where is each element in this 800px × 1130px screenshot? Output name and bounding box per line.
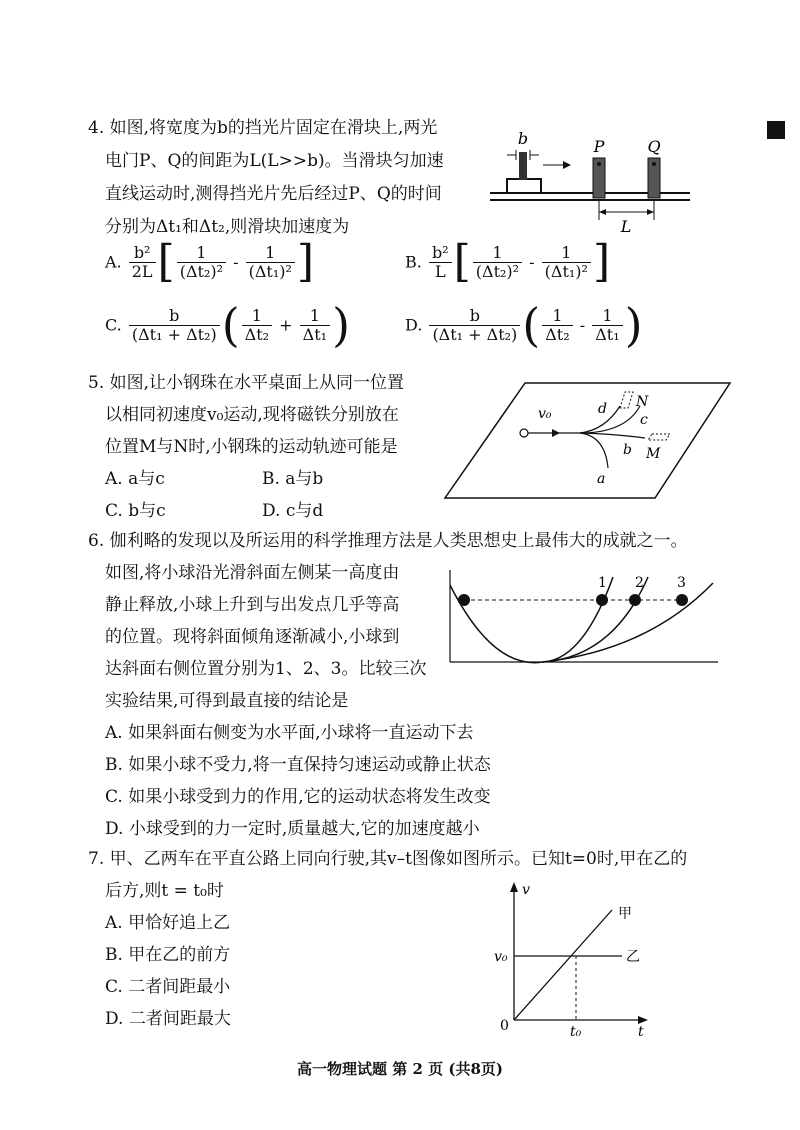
corner-marker (767, 121, 785, 139)
q6-option-D: D. 小球受到的力一定时,质量越大,它的加速度越小 (105, 819, 480, 839)
q6-label-3: 3 (677, 575, 686, 591)
q6-label-2: 2 (635, 575, 644, 591)
q6-line-2: 静止释放,小球上升到与出发点几乎等高 (105, 595, 400, 615)
q4-A-term2: $\frac{1}{\text{(Δt₁)²}}$ (246, 244, 295, 281)
q4-A-coef: $\frac{\text{b²}}{2L}$ (129, 244, 156, 281)
q5-line-1: 5. 如图,让小钢珠在水平桌面上从同一位置 (88, 373, 405, 393)
q5-option-B: B. a与b (262, 469, 324, 489)
q7-label-jia: 甲 (618, 906, 632, 922)
q4-line-3: 直线运动时,测得挡光片先后经过P、Q的时间 (105, 184, 442, 204)
q4-option-B: B. $\frac{\text{b²}}{L}$ [ $\frac{1}{\text{(Δt₂)²}}$ - $\frac{1}{\text{(Δt₁)²}}$ ] (405, 236, 611, 287)
q4-label-L: L (620, 217, 632, 236)
q4-option-D: D. $\frac{b}{\text{(Δt₁ + Δt₂)}}$ ( $\frac{1}{\text{Δt₂}}$ - $\frac{1}{\text{Δt₁}}$ ) (405, 298, 643, 352)
q5-label-a: a (597, 471, 606, 487)
q6-figure (448, 565, 723, 675)
q7-v0-label: v₀ (494, 949, 508, 965)
q4-B-term2: $\frac{1}{\text{(Δt₁)²}}$ (542, 244, 591, 281)
q7-v-axis-label: v (522, 882, 530, 898)
q7-option-C: C. 二者间距最小 (105, 977, 231, 997)
q7-line-2: 后方,则t = t₀时 (105, 881, 224, 901)
q4-option-C: C. $\frac{b}{\text{(Δt₁ + Δt₂)}}$ ( $\frac{1}{\text{Δt₂}}$ + $\frac{1}{\text{Δt₁}}$ ) (105, 298, 351, 352)
q7-label-yi: 乙 (626, 949, 640, 965)
q4-label-P: P (593, 137, 605, 156)
q4-label-Q: Q (647, 137, 661, 156)
q6-option-A: A. 如果斜面右侧变为水平面,小球将一直运动下去 (105, 723, 474, 743)
q6-line-4: 达斜面右侧位置分别为1、2、3。比较三次 (105, 659, 427, 679)
q4-label-b: b (517, 129, 529, 148)
q4-line-2: 电门P、Q的间距为L(L>>b)。当滑块匀加速 (105, 151, 444, 171)
q6-option-B: B. 如果小球不受力,将一直保持匀速运动或静止状态 (105, 755, 491, 775)
q4-C-term1: $\frac{1}{\text{Δt₂}}$ (242, 307, 272, 344)
q4-C-coef: $\frac{b}{\text{(Δt₁ + Δt₂)}}$ (129, 307, 220, 344)
q7-option-D: D. 二者间距最大 (105, 1009, 231, 1029)
q6-line-5: 实验结果,可得到最直接的结论是 (105, 691, 349, 711)
q4-D-term1: $\frac{1}{\text{Δt₂}}$ (542, 307, 572, 344)
q5-option-D: D. c与d (262, 501, 324, 521)
q5-figure (440, 378, 740, 508)
q6-line-1: 如图,将小球沿光滑斜面左侧某一高度由 (105, 563, 400, 583)
q4-C-term2: $\frac{1}{\text{Δt₁}}$ (300, 307, 330, 344)
q5-label-c: c (640, 412, 648, 428)
q4-figure (485, 120, 695, 240)
q5-option-A: A. a与c (105, 469, 165, 489)
q4-B-coef: $\frac{\text{b²}}{L}$ (429, 244, 452, 281)
q5-line-2: 以相同初速度v₀运动,现将磁铁分别放在 (105, 405, 399, 425)
q6-label-1: 1 (598, 575, 607, 591)
q6-line-0: 6. 伽利略的发现以及所运用的科学推理方法是人类思想史上最伟大的成就之一。 (88, 531, 688, 551)
q4-line-1: 4. 如图,将宽度为b的挡光片固定在滑块上,两光 (88, 118, 438, 138)
q7-option-A: A. 甲恰好追上乙 (105, 913, 231, 933)
q4-D-coef: $\frac{b}{\text{(Δt₁ + Δt₂)}}$ (429, 307, 520, 344)
q5-label-b: b (623, 442, 632, 458)
page-footer: 高一物理试题 第 2 页 (共8页) (297, 1060, 503, 1078)
q7-origin-label: 0 (500, 1018, 509, 1034)
q5-label-v0: v₀ (538, 406, 552, 422)
q5-label-d: d (598, 401, 607, 417)
q5-label-M: M (646, 446, 661, 462)
q7-t0-label: t₀ (570, 1024, 582, 1038)
q7-figure (490, 878, 660, 1038)
q7-line-1: 7. 甲、乙两车在平直公路上同向行驶,其v–t图像如图所示。已知t=0时,甲在乙的 (88, 849, 688, 869)
q4-A-term1: $\frac{1}{\text{(Δt₂)²}}$ (177, 244, 226, 281)
q5-option-C: C. b与c (105, 501, 166, 521)
q4-D-term2: $\frac{1}{\text{Δt₁}}$ (592, 307, 622, 344)
q6-option-C: C. 如果小球受到力的作用,它的运动状态将发生改变 (105, 787, 491, 807)
q5-label-N: N (636, 394, 649, 410)
q7-t-axis-label: t (638, 1024, 644, 1038)
q4-option-A: A. $\frac{\text{b²}}{2L}$ [ $\frac{1}{\text{(Δt₂)²}}$ - $\frac{1}{\text{(Δt₁)²}}$ ] (105, 236, 315, 287)
q7-option-B: B. 甲在乙的前方 (105, 945, 231, 965)
q5-line-3: 位置M与N时,小钢珠的运动轨迹可能是 (105, 437, 398, 457)
q6-line-3: 的位置。现将斜面倾角逐渐减小,小球到 (105, 627, 400, 647)
q4-line-4: 分别为Δt₁和Δt₂,则滑块加速度为 (105, 217, 350, 237)
q4-B-term1: $\frac{1}{\text{(Δt₂)²}}$ (473, 244, 522, 281)
